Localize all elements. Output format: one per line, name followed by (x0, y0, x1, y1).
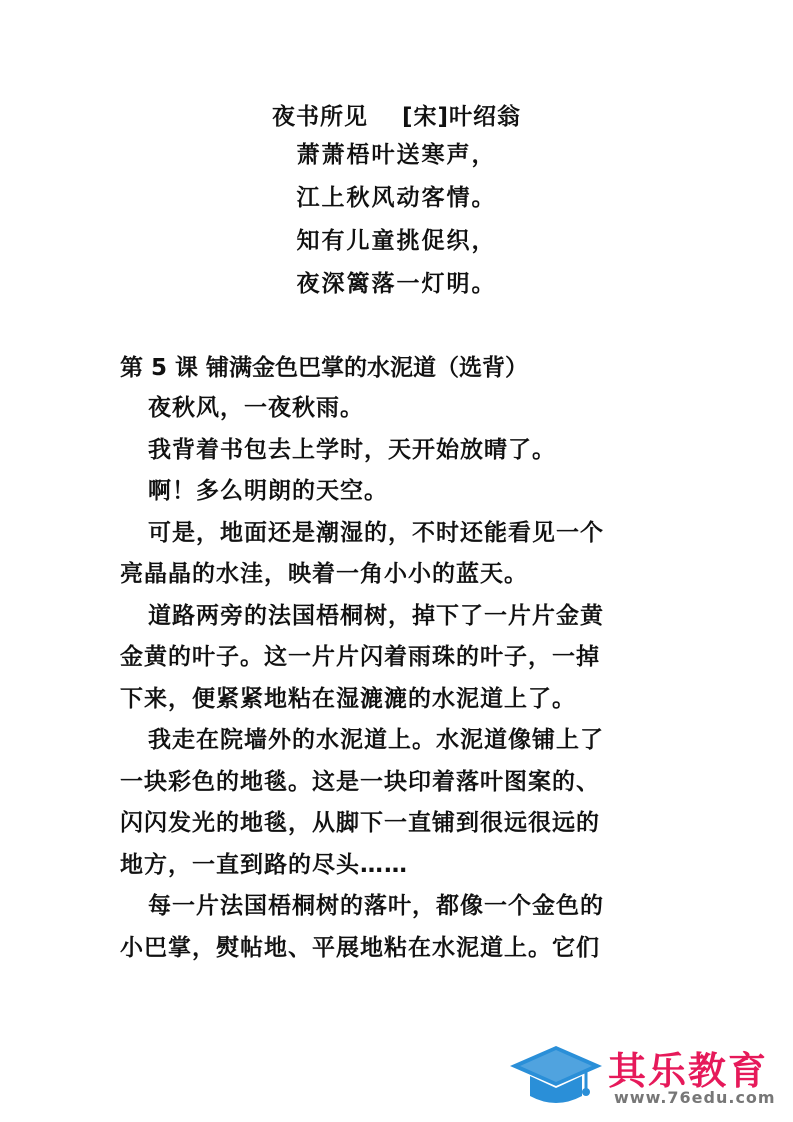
poem-line: 知有儿童挑促织， (296, 228, 497, 254)
poem-title: 夜书所见 (271, 104, 368, 130)
lesson-heading: 第 5 课 铺满金色巴掌的水泥道（选背） (120, 355, 529, 381)
paragraph-line: 亮晶晶的水洼，映着一角小小的蓝天。 (120, 561, 528, 587)
lesson-section (120, 348, 676, 969)
paragraph-line: 下来，便紧紧地粘在湿漉漉的水泥道上了。 (120, 685, 576, 712)
brand-name: 其乐教育 (608, 1049, 769, 1093)
paragraph-line: 每一片法国梧桐树的落叶，都像一个金色的 (148, 893, 604, 919)
paragraph-line: 啊！多么明朗的天空。 (148, 478, 388, 504)
poem-title-line (0, 100, 793, 134)
paragraph-line: 我背着书包去上学时，天开始放晴了。 (148, 436, 556, 463)
paragraph-line: 小巴掌，熨帖地、平展地粘在水泥道上。它们 (120, 934, 600, 961)
paragraph-line: 地方，一直到路的尽头…… (120, 851, 408, 878)
poem-author: [宋]叶绍翁 (401, 104, 522, 130)
poem-line: 夜深篱落一灯明。 (296, 271, 497, 297)
paragraph-line: 我走在院墙外的水泥道上。水泥道像铺上了 (148, 727, 604, 753)
watermark-logo (506, 1038, 781, 1110)
paragraph-line: 夜秋风，一夜秋雨。 (148, 395, 364, 421)
brand-url: www.76edu.com (614, 1088, 776, 1107)
poem-line: 萧萧梧叶送寒声， (296, 142, 497, 168)
poem-line: 江上秋风动客情。 (296, 185, 497, 211)
paragraph-line: 一块彩色的地毯。这是一块印着落叶图案的、 (120, 768, 600, 795)
paragraph-line: 闪闪发光的地毯，从脚下一直铺到很远很远的 (120, 810, 600, 836)
poem-section (0, 100, 793, 306)
paragraph-line: 金黄的叶子。这一片片闪着雨珠的叶子，一掉 (120, 644, 600, 670)
graduation-cap-icon (506, 1038, 606, 1110)
paragraph-line: 道路两旁的法国梧桐树，掉下了一片片金黄 (148, 602, 604, 629)
paragraph-line: 可是，地面还是潮湿的，不时还能看见一个 (148, 519, 604, 546)
